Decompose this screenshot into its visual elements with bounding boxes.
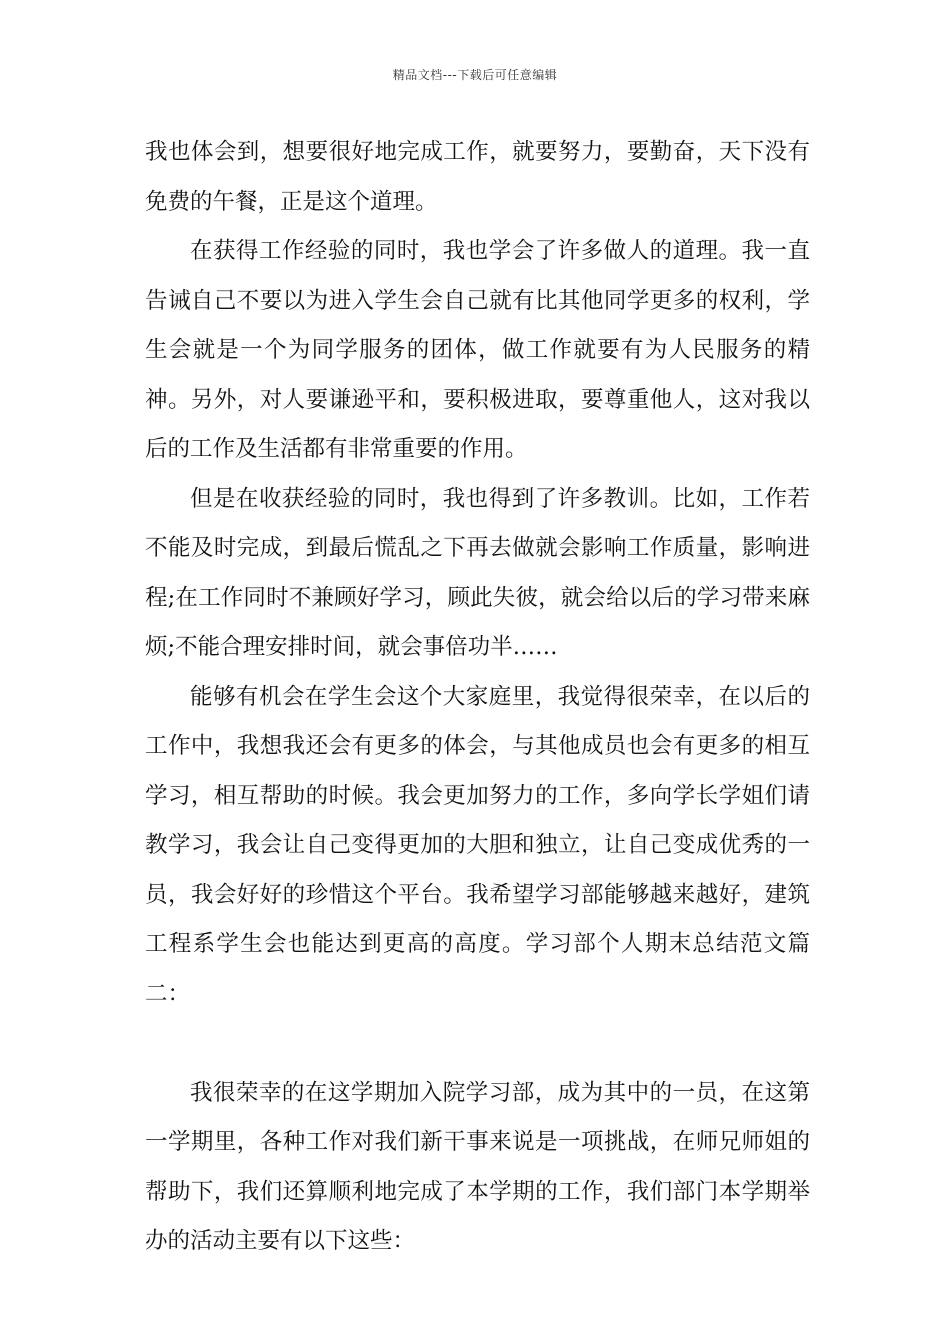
document-body (145, 128, 810, 1267)
page-header: 精品文档---下载后可任意编辑 (392, 68, 558, 82)
paragraph-1: 我也体会到，想要很好地完成工作，就要努力，要勤奋，天下没有免费的午餐，正是这个道理。 (145, 139, 810, 215)
paragraph-3: 但是在收获经验的同时，我也得到了许多教训。比如，工作若不能及时完成，到最后慌乱之下再去做就会影响工作质量，影响进程;在工作同时不兼顾好学习，顾此失彼，就会给以后的学习带来麻烦;不能合理安排时间，就会事倍功半…… (145, 485, 810, 660)
paragraph-gap (145, 1019, 810, 1069)
paragraph-5: 我很荣幸的在这学期加入院学习部，成为其中的一员，在这第一学期里，各种工作对我们新干事来说是一项挑战，在师兄师姐的帮助下，我们还算顺利地完成了本学期的工作，我们部门本学期举办的活动主要有以下这些： (145, 1079, 810, 1254)
paragraph-2: 在获得工作经验的同时，我也学会了许多做人的道理。我一直告诫自己不要以为进入学生会自己就有比其他同学更多的权利，学生会就是一个为同学服务的团体，做工作就要有为人民服务的精神。另外，对人要谦逊平和，要积极进取，要尊重他人，这对我以后的工作及生活都有非常重要的作用。 (145, 238, 810, 462)
paragraph-4: 能够有机会在学生会这个大家庭里，我觉得很荣幸，在以后的工作中，我想我还会有更多的体会，与其他成员也会有更多的相互学习，相互帮助的时候。我会更加努力的工作，多向学长学姐们请教学习，我会让自己变得更加的大胆和独立，让自己变成优秀的一员，我会好好的珍惜这个平台。我希望学习部能够越来越好，建筑工程系学生会也能达到更高的高度。学习部个人期末总结范文篇二： (145, 683, 810, 1007)
